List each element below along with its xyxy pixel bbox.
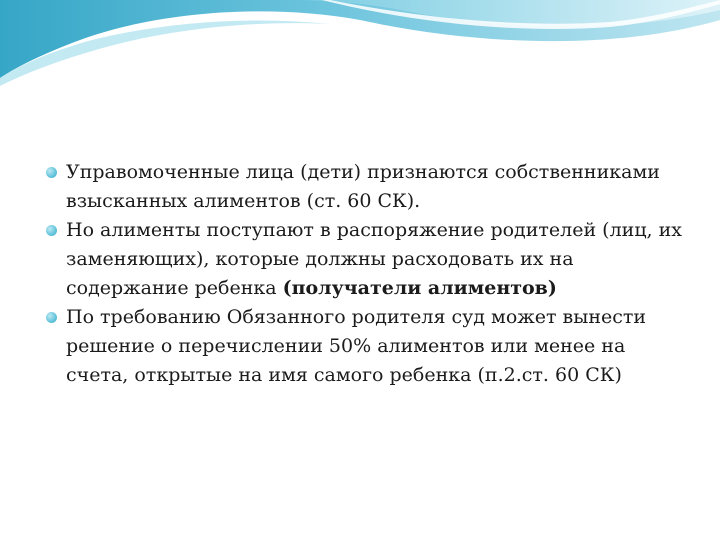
bullet-text: Управомоченные лица (дети) признаются собственниками взысканных алиментов (ст. 60 СК). xyxy=(66,161,660,212)
bullet-dot-icon xyxy=(46,167,57,178)
bullet-text: По требованию Обязанного родителя суд может вынести решение о перечислении 50% алиментов или менее на счета, открытые на имя самого ребенка (п.2.ст. 60 СК) xyxy=(66,306,647,386)
bullet-item-3 xyxy=(44,303,684,390)
header-wave-decoration xyxy=(0,0,720,90)
bullet-bold-text: (получатели алиментов) xyxy=(282,277,557,299)
bullet-item-1 xyxy=(44,158,684,216)
slide-content xyxy=(44,158,684,390)
bullet-list xyxy=(44,158,684,390)
bullet-dot-icon xyxy=(46,312,57,323)
bullet-dot-icon xyxy=(46,225,57,236)
bullet-item-2 xyxy=(44,216,684,303)
bullet-text: Но алименты поступают в распоряжение родителей (лиц, их заменяющих), которые должны расходовать их на содержание ребенка xyxy=(66,219,682,299)
